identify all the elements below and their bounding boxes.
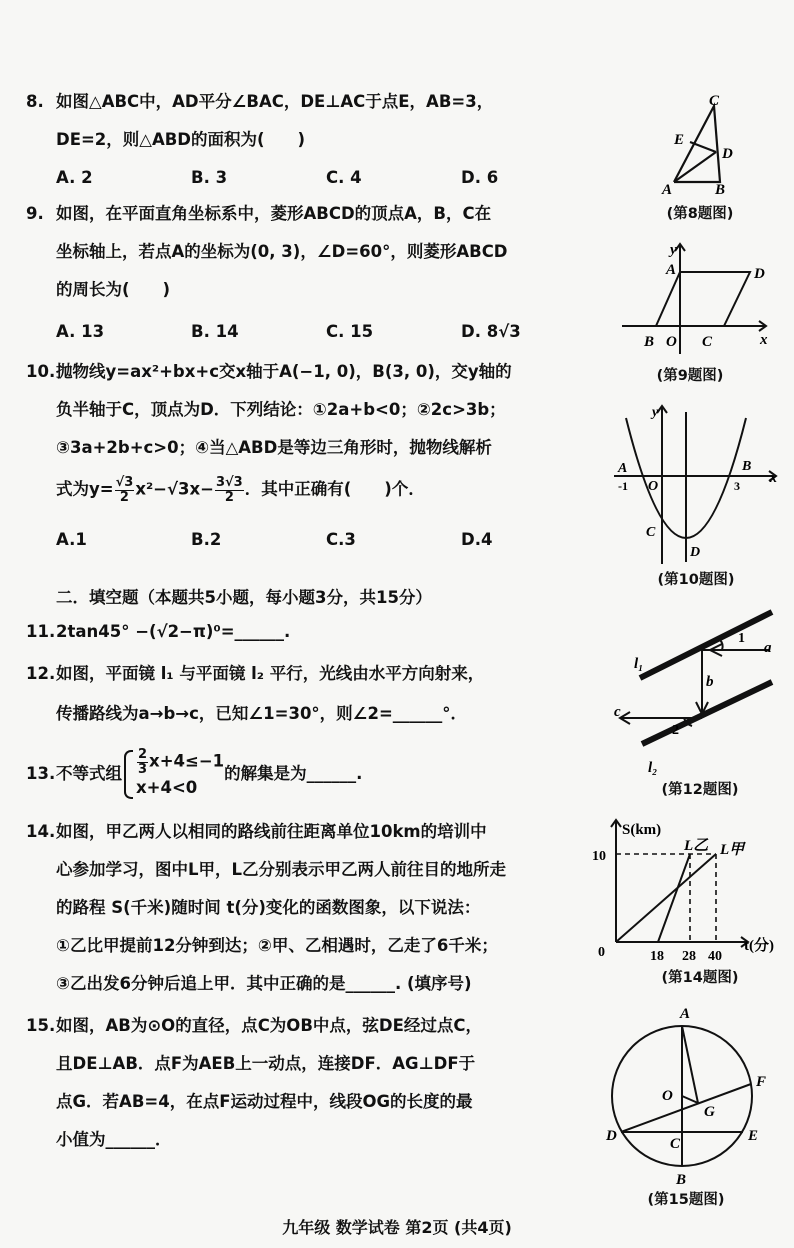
question-number: 11. xyxy=(26,622,56,641)
option-d: D. 6 xyxy=(461,168,499,187)
tick-label-0: 0 xyxy=(598,945,605,960)
label-c: C xyxy=(702,334,713,350)
label-l-yi: L乙 xyxy=(684,838,709,854)
segment-og xyxy=(682,1096,698,1103)
label-a: A xyxy=(662,182,673,198)
question-text-line: 如图△ABC中，AD平分∠BAC，DE⊥AC于点E，AB=3， xyxy=(56,92,494,111)
fraction-numerator: 3√3 xyxy=(215,475,243,490)
figure-12-mirrors xyxy=(606,604,782,780)
label-l1: l₁ xyxy=(634,656,644,672)
question-number: 8. xyxy=(26,92,44,111)
label-y: y xyxy=(652,405,659,420)
axis-label-t: t(分) xyxy=(744,938,774,954)
label-d: D xyxy=(754,266,765,282)
system-question: 的解集是为______. xyxy=(224,764,363,784)
inequality-1 xyxy=(136,748,224,776)
label-angle-2: 2 xyxy=(672,723,679,738)
question-text-line: DE=2，则△ABD的面积为( ) xyxy=(56,130,306,149)
label-b: B xyxy=(644,334,655,350)
option-b: B. 3 xyxy=(191,168,228,187)
label-c: c xyxy=(614,704,621,720)
mirror-l2 xyxy=(642,682,772,744)
figure-caption: (第12题图) xyxy=(661,782,739,798)
question-number: 9. xyxy=(26,204,44,223)
figure-caption: (第14题图) xyxy=(661,970,739,986)
label-b: B xyxy=(742,459,752,474)
figure-caption: (第10题图) xyxy=(657,572,735,588)
question-text-line xyxy=(56,476,425,504)
fraction-denominator: 3 xyxy=(138,761,148,777)
question-text-line xyxy=(56,748,362,801)
figure-15-circle xyxy=(600,1000,786,1188)
label-d: D xyxy=(722,146,733,162)
system-intro: 不等式组 xyxy=(56,764,122,784)
line-l-yi xyxy=(658,854,690,942)
section-header: 二．填空题（本题共5小题，每小题3分，共15分） xyxy=(56,588,432,607)
label-d: D xyxy=(606,1128,617,1144)
label-y: y xyxy=(670,242,677,258)
label-b: B xyxy=(676,1172,687,1188)
label-l-jia: L甲 xyxy=(720,842,745,858)
option-b: B.2 xyxy=(191,530,222,549)
formula-suffix: ．其中正确有( )个． xyxy=(244,479,425,499)
figure-caption: (第8题图) xyxy=(666,206,734,222)
fraction-denominator: 2 xyxy=(119,489,129,505)
question-text-line: 且DE⊥AB．点F为AEB上一动点，连接DF．AG⊥DF于 xyxy=(56,1054,476,1073)
fraction-3sqrt3-over-2 xyxy=(215,476,244,504)
question-text-line: 负半轴于C，顶点为D．下列结论：①2a+b<0；②2c>3b； xyxy=(56,400,506,419)
label-c: C xyxy=(709,93,720,109)
question-text-line: 如图，AB为⊙O的直径，点C为OB中点，弦DE经过点C， xyxy=(56,1016,482,1035)
figure-caption: (第15题图) xyxy=(647,1192,725,1208)
option-a: A. 2 xyxy=(56,168,93,187)
label-o: O xyxy=(662,1088,673,1104)
question-text-line: ③3a+2b+c>0；④当△ABD是等边三角形时，抛物线解析 xyxy=(56,438,492,457)
label-angle-1: 1 xyxy=(738,631,745,646)
option-b: B. 14 xyxy=(191,322,239,341)
fraction-numerator: √3 xyxy=(115,475,134,490)
mirror-l1 xyxy=(640,612,772,678)
label-a: A xyxy=(618,461,628,476)
option-d: D. 8√3 xyxy=(461,322,521,341)
label-o: O xyxy=(666,334,677,350)
label-b: b xyxy=(706,674,714,690)
figure-caption: (第9题图) xyxy=(656,368,724,384)
question-text-line: ③乙出发6分钟后追上甲．其中正确的是______. (填序号) xyxy=(56,974,472,993)
label-c: C xyxy=(670,1136,681,1152)
question-text-line: 抛物线y=ax²+bx+c交x轴于A(−1, 0)，B(3, 0)，交y轴的 xyxy=(56,362,512,381)
label-b: B xyxy=(715,182,726,198)
fraction-numerator: 2 xyxy=(138,747,148,762)
question-text-line: 如图，甲乙两人以相同的路线前往距离单位10km的培训中 xyxy=(56,822,487,841)
question-text-line: 如图，平面镜 l₁ 与平面镜 l₂ 平行，光线由水平方向射来， xyxy=(56,664,485,683)
tick-label-10: 10 xyxy=(592,849,606,864)
tick-label-28: 28 xyxy=(682,949,696,964)
segment-ad xyxy=(674,152,716,182)
question-text-line: ①乙比甲提前12分钟到达；②甲、乙相遇时，乙走了6千米； xyxy=(56,936,498,955)
inequality-1-rest: x+4≤−1 xyxy=(149,751,225,771)
inequality-2: x+4<0 xyxy=(136,778,198,798)
answer-options xyxy=(56,530,576,552)
segment-df xyxy=(621,1084,751,1132)
option-c: C. 15 xyxy=(326,322,374,341)
segment-de xyxy=(690,142,716,152)
figure-14-graph xyxy=(590,812,790,966)
label-x: x xyxy=(760,332,768,348)
label-x: x xyxy=(770,471,777,486)
option-c: C.3 xyxy=(326,530,356,549)
label-f: F xyxy=(756,1074,767,1090)
label-e: E xyxy=(674,132,685,148)
question-text-line: 心参加学习，图中L甲，L乙分别表示甲乙两人前往目的地所走 xyxy=(56,860,507,879)
answer-options xyxy=(56,322,576,344)
option-a: A. 13 xyxy=(56,322,105,341)
page-footer: 九年级 数学试卷 第2页 (共4页) xyxy=(282,1218,512,1237)
label-three: 3 xyxy=(734,479,740,493)
fraction-denominator: 2 xyxy=(224,489,234,505)
option-c: C. 4 xyxy=(326,168,362,187)
label-minus-one: -1 xyxy=(618,479,628,493)
question-number: 12. xyxy=(26,664,56,683)
question-number: 13. xyxy=(26,764,56,783)
formula-middle: x²−√3x− xyxy=(135,479,214,499)
tick-label-40: 40 xyxy=(708,949,722,964)
label-l2: l₂ xyxy=(648,760,658,776)
label-e: E xyxy=(748,1128,759,1144)
option-d: D.4 xyxy=(461,530,493,549)
option-a: A.1 xyxy=(56,530,87,549)
question-number: 10. xyxy=(26,362,56,381)
label-a: a xyxy=(764,640,772,656)
question-number: 15. xyxy=(26,1016,56,1035)
figure-10-parabola xyxy=(610,400,782,566)
axis-label-s: S(km) xyxy=(622,822,662,838)
line-l-jia xyxy=(616,854,716,942)
segment-ag xyxy=(682,1026,698,1103)
question-text-line: 坐标轴上，若点A的坐标为(0, 3)，∠D=60°，则菱形ABCD xyxy=(56,242,508,261)
label-a: A xyxy=(680,1006,691,1022)
figure-8-triangle xyxy=(640,92,760,200)
label-d: D xyxy=(690,545,701,560)
question-number: 14. xyxy=(26,822,56,841)
question-text-line: 的周长为( ) xyxy=(56,280,171,299)
question-text-line: 如图，在平面直角坐标系中，菱形ABCD的顶点A，B，C在 xyxy=(56,204,492,223)
question-text-line: 的路程 S(千米)随时间 t(分)变化的函数图象，以下说法： xyxy=(56,898,481,917)
question-text-line: 2tan45° −(√2−π)⁰=______. xyxy=(56,622,291,641)
answer-options xyxy=(56,168,576,190)
tick-label-18: 18 xyxy=(650,949,664,964)
fraction-2-over-3 xyxy=(137,748,148,776)
label-c: C xyxy=(646,525,656,540)
fraction-sqrt3-over-2 xyxy=(115,476,135,504)
rhombus-abcd xyxy=(656,272,750,326)
label-a: A xyxy=(666,262,677,278)
question-text-line: 传播路线为a→b→c，已知∠1=30°，则∠2=______°． xyxy=(56,704,468,723)
question-text-line: 小值为______． xyxy=(56,1130,172,1149)
question-text-line: 点G．若AB=4，在点F运动过程中，线段OG的长度的最 xyxy=(56,1092,473,1111)
label-g: G xyxy=(704,1104,715,1120)
label-o: O xyxy=(648,479,659,494)
figure-9-rhombus xyxy=(614,238,774,358)
formula-prefix: 式为y= xyxy=(56,479,114,499)
inequality-system xyxy=(122,748,224,801)
